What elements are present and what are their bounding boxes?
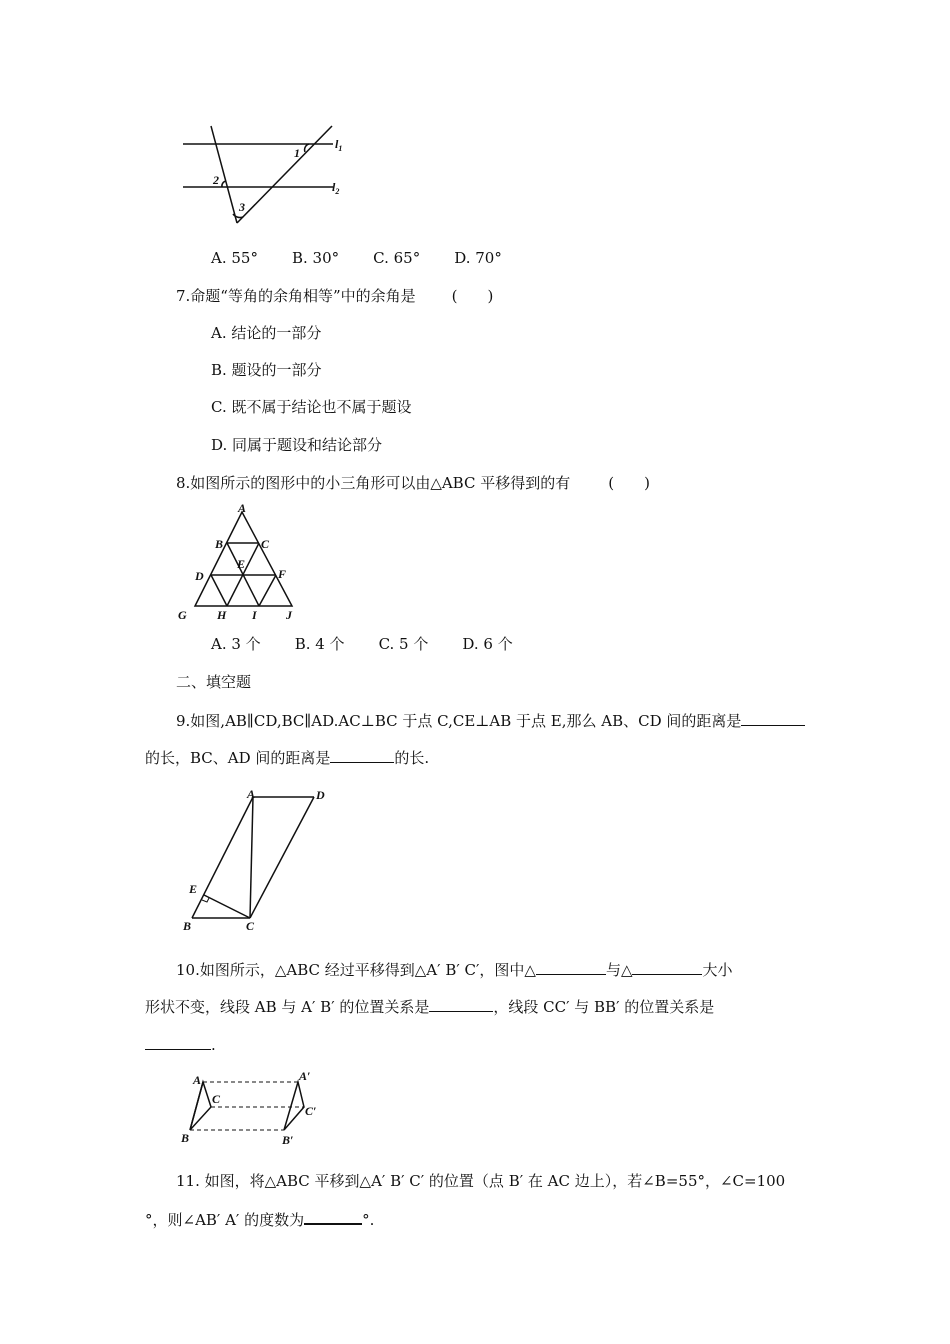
q7-option-c[interactable]: C. 既不属于结论也不属于题设 [211,398,412,416]
q10-text-5: ，线段 CC′ 与 BB′ 的位置关系是 [493,998,715,1016]
label-E: E [189,882,198,896]
q11-text-1: °，则∠AB′ A′ 的度数为 [145,1211,305,1229]
q9-text-2: 的长，BC、AD 间的距离是 [145,749,331,767]
q7-option-a[interactable]: A. 结论的一部分 [211,324,322,342]
q6-options [211,248,536,268]
triangle-a2b2c2 [284,1082,304,1130]
q8-option-c[interactable]: C. 5 个 [378,635,429,653]
q11-blank[interactable] [304,1208,362,1225]
label-C: C [212,1092,221,1106]
label-C: C [261,537,270,551]
label-I: I [252,608,257,622]
q11-text-2: °. [362,1211,375,1229]
q11-line1: 11. 如图，将△ABC 平移到△A′ B′ C′ 的位置（点 B′ 在 AC 边上），若∠B=55°，∠C=100 [176,1172,786,1190]
label-A: A [193,1073,202,1087]
q8-option-a[interactable]: A. 3 个 [211,635,261,653]
label-H: H [217,608,227,622]
q6-option-b[interactable]: B. 30° [291,249,340,267]
q8-text: 8.如图所示的图形中的小三角形可以由△ABC 平移得到的有 [176,474,571,492]
q8-option-d[interactable]: D. 6 个 [462,635,513,653]
q7-text: 7.命题“等角的余角相等”中的余角是 [176,287,416,305]
q10-text-2: 与△ [605,961,633,979]
side-ab [192,797,253,918]
q6-figure [175,120,365,230]
q7-stem [176,286,493,306]
q10-line3 [145,1034,216,1055]
label-1: 1 [294,146,300,160]
segment-fi [259,575,276,606]
label-2: 2 [213,173,219,187]
q11-line2 [145,1208,374,1230]
q10-text-6: . [211,1036,216,1054]
label-B: B [183,919,192,933]
q10-blank-2[interactable] [632,959,702,975]
q6-option-c[interactable]: C. 65° [373,249,421,267]
q9-line1 [176,710,805,731]
label-A: A [238,501,247,515]
q10-line1 [176,959,733,980]
label-E: E [237,557,246,571]
label-G: G [178,608,187,622]
label-D: D [316,788,325,802]
q10-blank-3[interactable] [429,996,493,1012]
q9-blank-1[interactable] [741,710,805,726]
segment-ce [204,895,250,918]
q8-stem [176,473,650,493]
side-cd [250,797,314,918]
q9-text-1: 9.如图,AB∥CD,BC∥AD.AC⊥BC 于点 C,CE⊥AB 于点 E,那么 AB、CD 间的距离是 [176,712,742,730]
label-F: F [278,567,287,581]
label-B: B [215,537,224,551]
q8-figure [175,502,315,627]
q8-paren: ( ) [608,474,650,492]
q9-text-3: 的长. [394,749,430,767]
label-A: A [247,787,256,801]
label-C: C [246,919,255,933]
q10-text-1: 10.如图所示，△ABC 经过平移得到△A′ B′ C′，图中△ [176,961,536,979]
q8-option-b[interactable]: B. 4 个 [294,635,345,653]
q7-paren: ( ) [451,287,494,305]
label-B: B [181,1131,190,1145]
transversal-right [237,126,332,223]
q10-figure [178,1070,338,1150]
q9-blank-2[interactable] [330,747,394,763]
label-D: D [195,569,204,583]
angle-2-arc [222,181,226,187]
label-J: J [286,608,292,622]
label-A-prime: A′ [299,1069,311,1083]
q8-options [211,634,547,654]
q10-blank-1[interactable] [536,959,606,975]
label-C-prime: C′ [305,1104,317,1118]
label-B-prime: B′ [282,1133,294,1147]
label-l2: $l_2$ [332,180,340,196]
segment-dh [211,575,227,606]
q6-option-a[interactable]: A. 55° [211,249,258,267]
q9-figure [180,785,340,935]
section-2-title: 二、填空题 [176,673,252,691]
q10-line2 [145,996,714,1017]
q10-blank-4[interactable] [145,1034,211,1050]
diagonal-ac [250,797,253,918]
q10-text-3: 大小 [702,961,733,979]
q6-option-d[interactable]: D. 70° [454,249,502,267]
q10-text-4: 形状不变，线段 AB 与 A′ B′ 的位置关系是 [145,998,430,1016]
q7-option-d[interactable]: D. 同属于题设和结论部分 [211,436,383,454]
q9-line2 [145,747,429,768]
label-l1: $l_1$ [335,137,343,153]
q7-option-b[interactable]: B. 题设的一部分 [211,361,322,379]
right-angle-mark [202,898,209,902]
label-3: 3 [239,200,245,214]
